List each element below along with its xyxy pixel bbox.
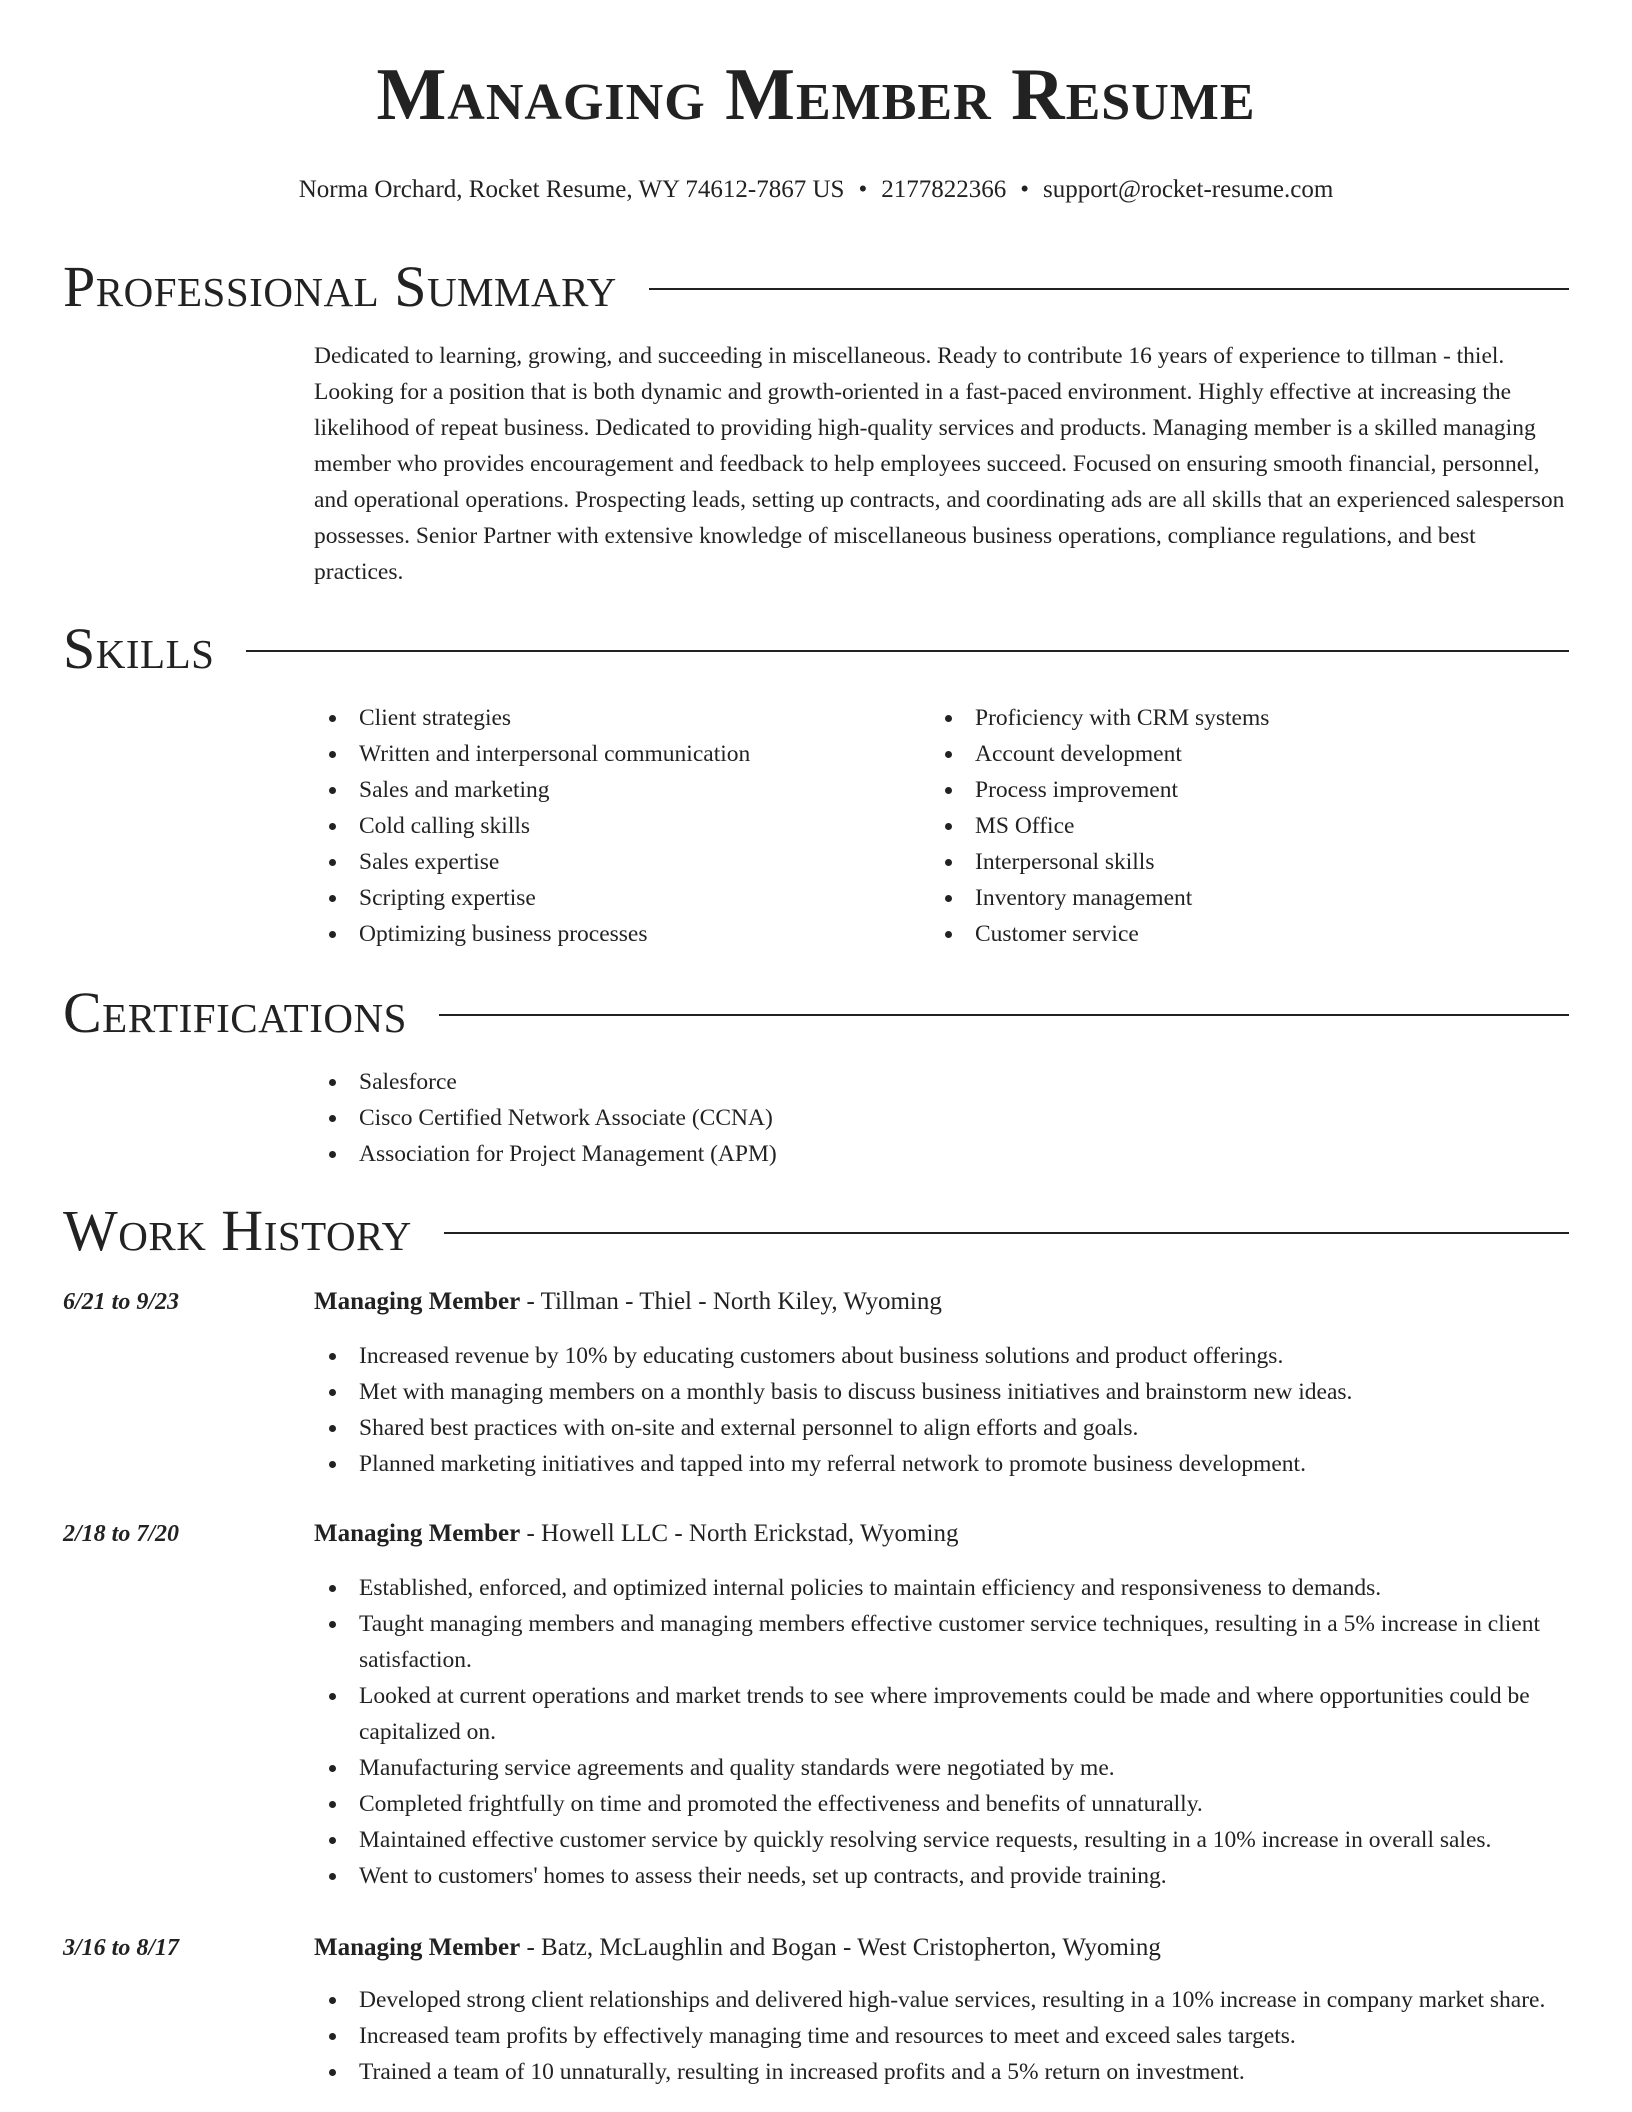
section-divider	[246, 650, 1569, 652]
skill-item: Client strategies	[314, 700, 914, 736]
section-header-summary	[63, 254, 1569, 319]
certification-item: Association for Project Management (APM)	[314, 1136, 1314, 1172]
section-header-work-history	[63, 1198, 1569, 1263]
section-header-certifications	[63, 980, 1569, 1045]
skill-item: Cold calling skills	[314, 808, 914, 844]
job-role: Managing Member	[314, 1288, 521, 1315]
job-heading	[314, 1516, 958, 1552]
contact-address: Norma Orchard, Rocket Resume, WY 74612-7867 US	[298, 176, 845, 203]
document-title: Managing Member Resume	[376, 54, 1256, 136]
job-employer: - Howell LLC - North Erickstad, Wyoming	[520, 1520, 959, 1547]
job-bullet: Maintained effective customer service by quickly resolving service requests, resulting in a 10% increase in overall sales.	[314, 1822, 1569, 1858]
job-bullets	[314, 1982, 1569, 2090]
job-bullet: Trained a team of 10 unnaturally, resulting in increased profits and a 5% return on investment.	[314, 2054, 1569, 2090]
section-header-skills	[63, 616, 1569, 681]
certification-item: Cisco Certified Network Associate (CCNA)	[314, 1100, 1314, 1136]
job-bullet: Developed strong client relationships and delivered high-value services, resulting in a 10% increase in company market share.	[314, 1982, 1569, 2018]
job-dates: 6/21 to 9/23	[63, 1289, 180, 1315]
job-bullet: Increased revenue by 10% by educating customers about business solutions and product offerings.	[314, 1338, 1569, 1374]
skill-item: Scripting expertise	[314, 880, 914, 916]
job-role: Managing Member	[314, 1934, 521, 1961]
contact-line	[0, 176, 1632, 204]
job-bullet: Shared best practices with on-site and external personnel to align efforts and goals.	[314, 1410, 1569, 1446]
job-heading	[314, 1284, 942, 1320]
contact-phone: 2177822366	[881, 176, 1007, 203]
contact-email: support@rocket-resume.com	[1042, 176, 1334, 203]
job-dates: 2/18 to 7/20	[63, 1521, 180, 1547]
section-title-work-history: Work History	[63, 1198, 412, 1263]
skill-item: MS Office	[930, 808, 1550, 844]
job-employer: - Tillman - Thiel - North Kiley, Wyoming	[520, 1288, 942, 1315]
job-bullets	[314, 1570, 1569, 1894]
section-title-skills: Skills	[63, 616, 215, 681]
job-dates: 3/16 to 8/17	[63, 1935, 180, 1961]
skill-item: Inventory management	[930, 880, 1550, 916]
certification-item: Salesforce	[314, 1064, 1314, 1100]
job-bullets	[314, 1338, 1569, 1482]
job-bullet: Looked at current operations and market trends to see where improvements could be made and where opportunities could be capitalized on.	[314, 1678, 1569, 1750]
skill-item: Interpersonal skills	[930, 844, 1550, 880]
skill-item: Sales and marketing	[314, 772, 914, 808]
section-divider	[649, 288, 1569, 290]
skill-item: Written and interpersonal communication	[314, 736, 914, 772]
job-role: Managing Member	[314, 1520, 521, 1547]
skills-list-left	[314, 700, 914, 952]
job-bullet: Increased team profits by effectively managing time and resources to meet and exceed sales targets.	[314, 2018, 1569, 2054]
job-bullet: Manufacturing service agreements and quality standards were negotiated by me.	[314, 1750, 1569, 1786]
job-bullet: Established, enforced, and optimized internal policies to maintain efficiency and responsiveness to demands.	[314, 1570, 1569, 1606]
skill-item: Process improvement	[930, 772, 1550, 808]
job-heading	[314, 1930, 1161, 1966]
section-title-summary: Professional Summary	[63, 254, 617, 319]
skill-item: Proficiency with CRM systems	[930, 700, 1550, 736]
summary-text: Dedicated to learning, growing, and succeeding in miscellaneous. Ready to contribute 16 years of experience to tillman - thiel. Looking for a position that is both dynamic and growth-oriented in a fast-paced environment. Highly effective at increasing the likelihood of repeat business. Dedicated to providing high-quality services and products. Managing member is a skilled managing member who provides encouragement and feedback to help employees succeed. Focused on ensuring smooth financial, personnel, and operational operations. Prospecting leads, setting up contracts, and coordinating ads are all skills that an experienced salesperson possesses. Senior Partner with extensive knowledge of miscellaneous business operations, compliance regulations, and best practices.	[314, 343, 1565, 585]
skill-item: Optimizing business processes	[314, 916, 914, 952]
section-title-certifications: Certifications	[63, 980, 407, 1045]
skills-list-right	[930, 700, 1550, 952]
skill-item: Sales expertise	[314, 844, 914, 880]
job-bullet: Taught managing members and managing members effective customer service techniques, resulting in a 5% increase in client satisfaction.	[314, 1606, 1569, 1678]
job-bullet: Went to customers' homes to assess their needs, set up contracts, and provide training.	[314, 1858, 1569, 1894]
section-divider	[444, 1232, 1569, 1234]
contact-separator: •	[858, 176, 868, 203]
job-bullet: Completed frightfully on time and promoted the effectiveness and benefits of unnaturally.	[314, 1786, 1569, 1822]
skill-item: Customer service	[930, 916, 1550, 952]
job-bullet: Planned marketing initiatives and tapped into my referral network to promote business development.	[314, 1446, 1569, 1482]
skill-item: Account development	[930, 736, 1550, 772]
job-bullet: Met with managing members on a monthly basis to discuss business initiatives and brainstorm new ideas.	[314, 1374, 1569, 1410]
certifications-list	[314, 1064, 1314, 1172]
section-divider	[439, 1014, 1569, 1016]
contact-separator: •	[1020, 176, 1029, 203]
job-employer: - Batz, McLaughlin and Bogan - West Cristopherton, Wyoming	[520, 1934, 1161, 1961]
